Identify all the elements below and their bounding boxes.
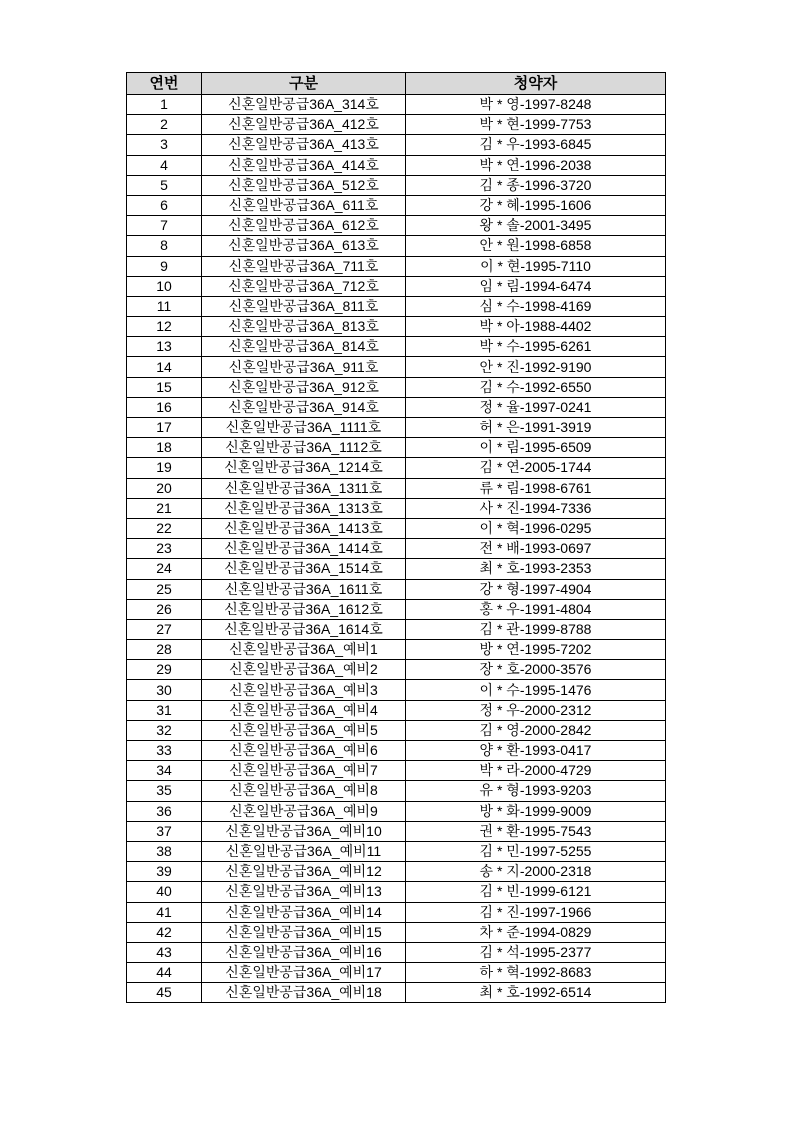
table-row xyxy=(127,377,666,397)
category-cell: 신혼일반공급36A_1214호 xyxy=(202,458,406,478)
applicant-cell: 차 * 준-1994-0829 xyxy=(406,922,666,942)
category-cell: 신혼일반공급36A_1112호 xyxy=(202,438,406,458)
serial-number-cell: 44 xyxy=(127,963,202,983)
category-cell: 신혼일반공급36A_1614호 xyxy=(202,619,406,639)
table-row xyxy=(127,902,666,922)
category-cell: 신혼일반공급36A_814호 xyxy=(202,337,406,357)
category-cell: 신혼일반공급36A_예비6 xyxy=(202,741,406,761)
applicant-cell: 박 * 현-1999-7753 xyxy=(406,115,666,135)
table-row xyxy=(127,942,666,962)
serial-number-cell: 39 xyxy=(127,862,202,882)
applicant-cell: 왕 * 솔-2001-3495 xyxy=(406,216,666,236)
category-cell: 신혼일반공급36A_1414호 xyxy=(202,539,406,559)
serial-number-cell: 1 xyxy=(127,95,202,115)
serial-number-cell: 22 xyxy=(127,518,202,538)
applicant-cell: 이 * 림-1995-6509 xyxy=(406,438,666,458)
category-cell: 신혼일반공급36A_예비17 xyxy=(202,963,406,983)
serial-number-cell: 35 xyxy=(127,781,202,801)
applicant-cell: 김 * 관-1999-8788 xyxy=(406,619,666,639)
table-row xyxy=(127,337,666,357)
category-cell: 신혼일반공급36A_413호 xyxy=(202,135,406,155)
serial-number-cell: 21 xyxy=(127,498,202,518)
table-row xyxy=(127,821,666,841)
serial-number-cell: 25 xyxy=(127,579,202,599)
applicant-cell: 김 * 연-2005-1744 xyxy=(406,458,666,478)
table-row xyxy=(127,296,666,316)
table-row xyxy=(127,963,666,983)
applicant-cell: 허 * 은-1991-3919 xyxy=(406,418,666,438)
category-cell: 신혼일반공급36A_512호 xyxy=(202,175,406,195)
category-cell: 신혼일반공급36A_412호 xyxy=(202,115,406,135)
serial-number-cell: 6 xyxy=(127,195,202,215)
category-cell: 신혼일반공급36A_예비7 xyxy=(202,761,406,781)
table-row xyxy=(127,155,666,175)
applicant-cell: 강 * 형-1997-4904 xyxy=(406,579,666,599)
serial-number-cell: 10 xyxy=(127,276,202,296)
serial-number-cell: 14 xyxy=(127,357,202,377)
category-cell: 신혼일반공급36A_414호 xyxy=(202,155,406,175)
serial-number-cell: 36 xyxy=(127,801,202,821)
serial-number-cell: 37 xyxy=(127,821,202,841)
table-row xyxy=(127,357,666,377)
applicant-cell: 최 * 호-1992-6514 xyxy=(406,983,666,1003)
applicant-cell: 홍 * 우-1991-4804 xyxy=(406,599,666,619)
category-cell: 신혼일반공급36A_1111호 xyxy=(202,418,406,438)
table-row xyxy=(127,801,666,821)
serial-number-cell: 8 xyxy=(127,236,202,256)
serial-number-cell: 38 xyxy=(127,841,202,861)
applicant-cell: 하 * 혁-1992-8683 xyxy=(406,963,666,983)
category-cell: 신혼일반공급36A_예비4 xyxy=(202,700,406,720)
serial-number-cell: 43 xyxy=(127,942,202,962)
serial-number-cell: 27 xyxy=(127,619,202,639)
applicant-cell: 사 * 진-1994-7336 xyxy=(406,498,666,518)
serial-number-cell: 12 xyxy=(127,317,202,337)
applicant-cell: 강 * 혜-1995-1606 xyxy=(406,195,666,215)
table-row xyxy=(127,95,666,115)
table-row xyxy=(127,438,666,458)
applicant-cell: 박 * 수-1995-6261 xyxy=(406,337,666,357)
serial-number-cell: 9 xyxy=(127,256,202,276)
table-row xyxy=(127,781,666,801)
serial-number-cell: 20 xyxy=(127,478,202,498)
category-cell: 신혼일반공급36A_811호 xyxy=(202,296,406,316)
serial-number-cell: 33 xyxy=(127,741,202,761)
category-cell: 신혼일반공급36A_611호 xyxy=(202,195,406,215)
table-row xyxy=(127,720,666,740)
table-header-row xyxy=(127,73,666,95)
category-cell: 신혼일반공급36A_1413호 xyxy=(202,518,406,538)
table-row xyxy=(127,680,666,700)
category-cell: 신혼일반공급36A_914호 xyxy=(202,397,406,417)
applicant-cell: 김 * 영-2000-2842 xyxy=(406,720,666,740)
category-cell: 신혼일반공급36A_예비15 xyxy=(202,922,406,942)
serial-number-cell: 42 xyxy=(127,922,202,942)
category-cell: 신혼일반공급36A_예비13 xyxy=(202,882,406,902)
applicant-cell: 류 * 림-1998-6761 xyxy=(406,478,666,498)
serial-number-cell: 24 xyxy=(127,559,202,579)
table-row xyxy=(127,236,666,256)
table-row xyxy=(127,195,666,215)
serial-number-cell: 16 xyxy=(127,397,202,417)
category-cell: 신혼일반공급36A_예비18 xyxy=(202,983,406,1003)
table-row xyxy=(127,518,666,538)
applicant-cell: 김 * 수-1992-6550 xyxy=(406,377,666,397)
applicant-cell: 이 * 수-1995-1476 xyxy=(406,680,666,700)
applicant-table xyxy=(126,72,666,1003)
applicant-cell: 김 * 빈-1999-6121 xyxy=(406,882,666,902)
applicant-cell: 유 * 형-1993-9203 xyxy=(406,781,666,801)
category-cell: 신혼일반공급36A_612호 xyxy=(202,216,406,236)
category-cell: 신혼일반공급36A_예비16 xyxy=(202,942,406,962)
table-row xyxy=(127,458,666,478)
header-applicant: 청약자 xyxy=(406,73,666,95)
applicant-cell: 박 * 아-1988-4402 xyxy=(406,317,666,337)
category-cell: 신혼일반공급36A_예비10 xyxy=(202,821,406,841)
table-row xyxy=(127,983,666,1003)
applicant-cell: 김 * 진-1997-1966 xyxy=(406,902,666,922)
category-cell: 신혼일반공급36A_1514호 xyxy=(202,559,406,579)
serial-number-cell: 34 xyxy=(127,761,202,781)
serial-number-cell: 31 xyxy=(127,700,202,720)
applicant-cell: 안 * 원-1998-6858 xyxy=(406,236,666,256)
applicant-cell: 안 * 진-1992-9190 xyxy=(406,357,666,377)
category-cell: 신혼일반공급36A_예비2 xyxy=(202,660,406,680)
category-cell: 신혼일반공급36A_314호 xyxy=(202,95,406,115)
table-row xyxy=(127,882,666,902)
serial-number-cell: 30 xyxy=(127,680,202,700)
table-row xyxy=(127,397,666,417)
applicant-cell: 전 * 배-1993-0697 xyxy=(406,539,666,559)
table-row xyxy=(127,579,666,599)
applicant-cell: 방 * 연-1995-7202 xyxy=(406,640,666,660)
table-row xyxy=(127,539,666,559)
serial-number-cell: 26 xyxy=(127,599,202,619)
category-cell: 신혼일반공급36A_1313호 xyxy=(202,498,406,518)
table-row xyxy=(127,660,666,680)
applicant-cell: 이 * 혁-1996-0295 xyxy=(406,518,666,538)
serial-number-cell: 17 xyxy=(127,418,202,438)
serial-number-cell: 41 xyxy=(127,902,202,922)
table-row xyxy=(127,640,666,660)
category-cell: 신혼일반공급36A_1611호 xyxy=(202,579,406,599)
category-cell: 신혼일반공급36A_예비9 xyxy=(202,801,406,821)
serial-number-cell: 23 xyxy=(127,539,202,559)
serial-number-cell: 5 xyxy=(127,175,202,195)
applicant-cell: 박 * 연-1996-2038 xyxy=(406,155,666,175)
category-cell: 신혼일반공급36A_예비14 xyxy=(202,902,406,922)
table-row xyxy=(127,216,666,236)
category-cell: 신혼일반공급36A_예비5 xyxy=(202,720,406,740)
applicant-cell: 송 * 지-2000-2318 xyxy=(406,862,666,882)
serial-number-cell: 28 xyxy=(127,640,202,660)
serial-number-cell: 13 xyxy=(127,337,202,357)
table-row xyxy=(127,761,666,781)
applicant-cell: 임 * 림-1994-6474 xyxy=(406,276,666,296)
category-cell: 신혼일반공급36A_예비12 xyxy=(202,862,406,882)
table-row xyxy=(127,841,666,861)
applicant-cell: 정 * 율-1997-0241 xyxy=(406,397,666,417)
serial-number-cell: 29 xyxy=(127,660,202,680)
category-cell: 신혼일반공급36A_예비11 xyxy=(202,841,406,861)
table-row xyxy=(127,619,666,639)
applicant-cell: 박 * 영-1997-8248 xyxy=(406,95,666,115)
serial-number-cell: 32 xyxy=(127,720,202,740)
category-cell: 신혼일반공급36A_1311호 xyxy=(202,478,406,498)
category-cell: 신혼일반공급36A_712호 xyxy=(202,276,406,296)
applicant-cell: 김 * 석-1995-2377 xyxy=(406,942,666,962)
applicant-cell: 장 * 호-2000-3576 xyxy=(406,660,666,680)
serial-number-cell: 11 xyxy=(127,296,202,316)
table-row xyxy=(127,276,666,296)
applicant-cell: 심 * 수-1998-4169 xyxy=(406,296,666,316)
table-row xyxy=(127,135,666,155)
serial-number-cell: 18 xyxy=(127,438,202,458)
table-row xyxy=(127,256,666,276)
table-row xyxy=(127,700,666,720)
category-cell: 신혼일반공급36A_613호 xyxy=(202,236,406,256)
category-cell: 신혼일반공급36A_예비8 xyxy=(202,781,406,801)
table-row xyxy=(127,418,666,438)
table-row xyxy=(127,478,666,498)
serial-number-cell: 7 xyxy=(127,216,202,236)
serial-number-cell: 40 xyxy=(127,882,202,902)
table-row xyxy=(127,862,666,882)
category-cell: 신혼일반공급36A_911호 xyxy=(202,357,406,377)
category-cell: 신혼일반공급36A_711호 xyxy=(202,256,406,276)
serial-number-cell: 15 xyxy=(127,377,202,397)
category-cell: 신혼일반공급36A_912호 xyxy=(202,377,406,397)
table-row xyxy=(127,559,666,579)
applicant-cell: 방 * 화-1999-9009 xyxy=(406,801,666,821)
table-row xyxy=(127,317,666,337)
table-row xyxy=(127,741,666,761)
category-cell: 신혼일반공급36A_예비1 xyxy=(202,640,406,660)
applicant-cell: 김 * 우-1993-6845 xyxy=(406,135,666,155)
applicant-cell: 김 * 종-1996-3720 xyxy=(406,175,666,195)
table-row xyxy=(127,922,666,942)
table-row xyxy=(127,175,666,195)
serial-number-cell: 2 xyxy=(127,115,202,135)
category-cell: 신혼일반공급36A_예비3 xyxy=(202,680,406,700)
applicant-cell: 박 * 라-2000-4729 xyxy=(406,761,666,781)
serial-number-cell: 3 xyxy=(127,135,202,155)
applicant-cell: 최 * 호-1993-2353 xyxy=(406,559,666,579)
applicant-cell: 정 * 우-2000-2312 xyxy=(406,700,666,720)
serial-number-cell: 4 xyxy=(127,155,202,175)
category-cell: 신혼일반공급36A_813호 xyxy=(202,317,406,337)
serial-number-cell: 45 xyxy=(127,983,202,1003)
header-serial-number: 연번 xyxy=(127,73,202,95)
serial-number-cell: 19 xyxy=(127,458,202,478)
applicant-cell: 양 * 환-1993-0417 xyxy=(406,741,666,761)
category-cell: 신혼일반공급36A_1612호 xyxy=(202,599,406,619)
table-row xyxy=(127,498,666,518)
applicant-cell: 이 * 현-1995-7110 xyxy=(406,256,666,276)
applicant-cell: 김 * 민-1997-5255 xyxy=(406,841,666,861)
table-row xyxy=(127,115,666,135)
header-category: 구분 xyxy=(202,73,406,95)
applicant-cell: 권 * 환-1995-7543 xyxy=(406,821,666,841)
table-row xyxy=(127,599,666,619)
table-body xyxy=(127,95,666,1003)
